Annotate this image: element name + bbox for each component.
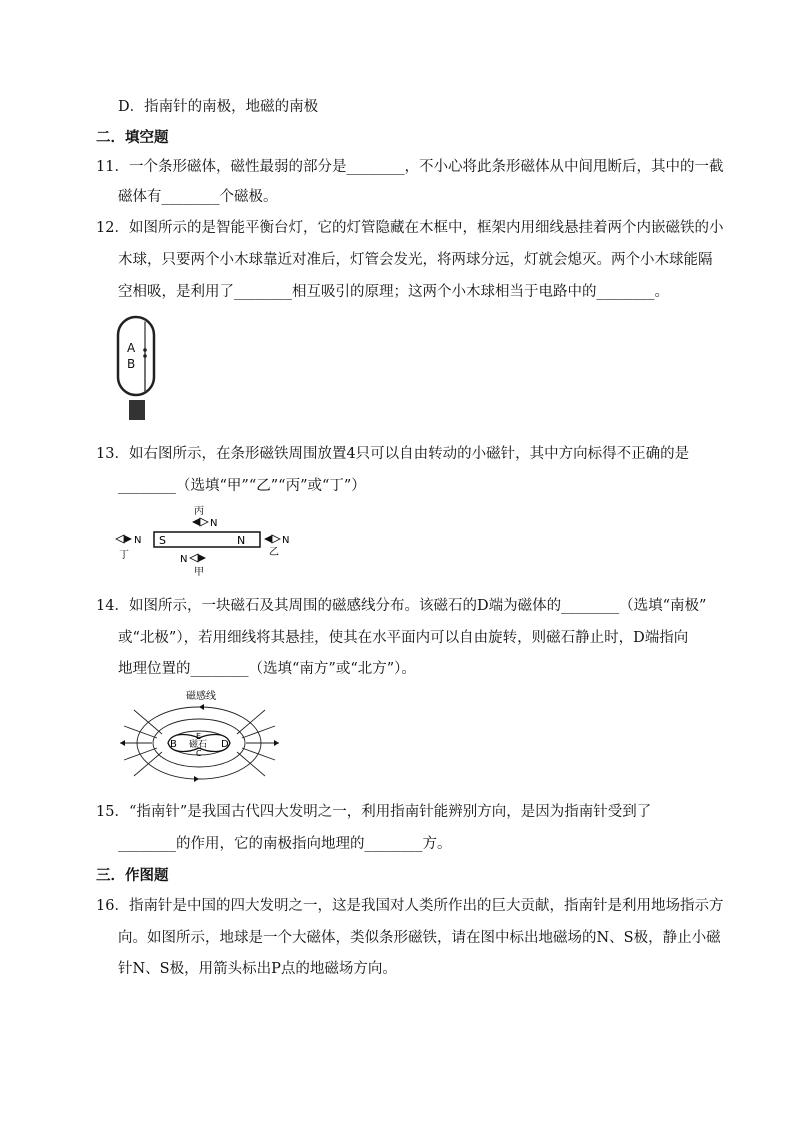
label-jia: 甲 [194,567,204,578]
compass-bing-dark [192,518,200,526]
section-heading-fill: 二．填空题 [96,129,169,146]
question-11-line1: 11．一个条形磁体，磁性最弱的部分是________，不小心将此条形磁体从中间甩断后，其中的一截 [96,159,724,175]
point-c-label: C [196,749,202,758]
end-b-label: B [170,739,177,750]
question-11-line2: 磁体有________个磁极。 [118,189,278,205]
question-14-line3: 地理位置的________（选填“南方”或“北方”）。 [118,661,416,677]
compass-jia-light [190,554,198,562]
magnetite-field-figure [112,688,287,788]
compass-jia-dark [198,554,206,562]
bar-magnet-figure [112,503,302,578]
question-16-line3: 针N、S极，用箭头标出P点的地磁场方向。 [118,961,397,977]
question-16-line2: 向。如图所示，地球是一个大磁体，类似条形磁铁，请在图中标出地磁场的N、S极，静止小磁 [118,930,721,946]
jia-n: N [180,554,188,565]
question-12-line2: 木球，只要两个小木球靠近对准后，灯管会发光，将两球分远，灯就会熄灭。两个小木球能隔 [118,252,713,268]
end-d-label: D [221,739,229,750]
field-lines-title: 磁感线 [186,691,216,702]
label-b: B [127,357,136,371]
compass-yi-light [272,535,280,543]
lamp-base [129,400,145,420]
section-heading-drawing: 三．作图题 [96,867,169,884]
bar-n-label: N [237,534,246,547]
label-bing: 丙 [194,506,204,517]
yi-n: N [282,535,290,546]
balance-lamp-figure [112,312,162,424]
question-12-line3: 空相吸，是利用了________相互吸引的原理；这两个小木球相当于电路中的________。 [118,284,669,300]
question-12-line1: 12．如图所示的是智能平衡台灯，它的灯管隐藏在木框中，框架内用细线悬挂着两个内嵌磁铁的小 [96,220,724,236]
lamp-frame [118,317,154,395]
question-14-line1: 14．如图所示，一块磁石及其周围的磁感线分布。该磁石的D端为磁体的________（选填“南极” [96,598,707,614]
compass-bing-light [200,518,208,526]
wooden-ball-a [143,348,147,352]
point-e-label: E [196,732,202,741]
option-d: D．指南针的南极，地磁的南极 [118,99,319,115]
compass-ding-dark [124,535,132,543]
question-15-line2: ________的作用，它的南极指向地理的________方。 [118,836,452,852]
bing-n: N [210,518,218,529]
compass-ding-light [116,535,124,543]
wooden-ball-b [143,354,147,358]
ding-n: N [134,535,142,546]
question-14-line2: 或“北极”），若用细线将其悬挂，使其在水平面内可以自由旋转，则磁石静止时，D端指向 [118,630,689,646]
compass-yi-dark [264,535,272,543]
label-a: A [127,341,136,355]
question-16-line1: 16．指南针是中国的四大发明之一，这是我国对人类所作出的巨大贡献，指南针是利用地场指示方 [96,898,724,914]
label-yi: 乙 [269,547,279,558]
magnetite-label: 磁石 [189,740,208,750]
question-15-line1: 15．“指南针”是我国古代四大发明之一，利用指南针能辨别方向，是因为指南针受到了 [96,804,652,820]
question-13-line2: ________（选填“甲”“乙”“丙”或“丁”） [118,478,366,494]
bar-s-label: S [159,534,166,547]
label-ding: 丁 [119,550,129,561]
question-13-line1: 13．如右图所示，在条形磁铁周围放置4只可以自由转动的小磁针，其中方向标得不正确的是 [96,446,690,462]
